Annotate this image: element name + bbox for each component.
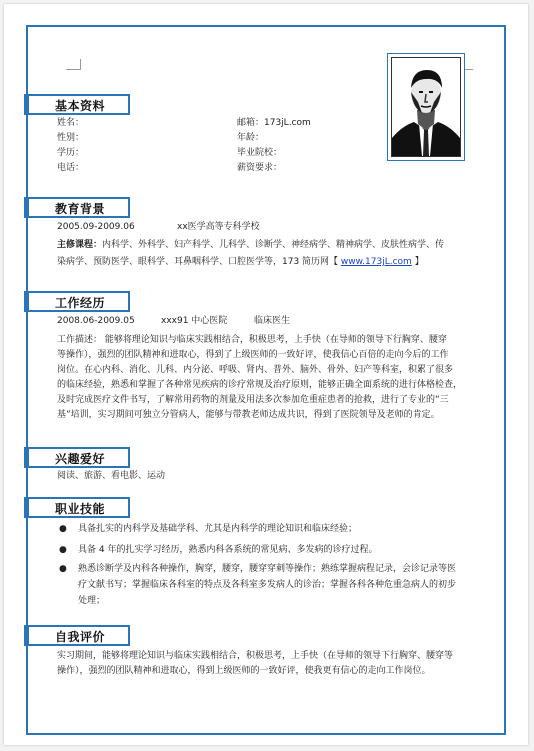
resume-page bbox=[4, 4, 528, 745]
section-title-skills: 职业技能 bbox=[55, 502, 106, 516]
section-title-work: 工作经历 bbox=[55, 296, 106, 310]
section-title-hobby: 兴趣爱好 bbox=[55, 452, 106, 466]
bracket-close: 】 bbox=[414, 257, 424, 267]
portrait-icon bbox=[392, 58, 460, 156]
edu-courses-line2 bbox=[57, 256, 424, 269]
gender-field: 性别： bbox=[57, 133, 85, 143]
section-title-basic: 基本资料 bbox=[55, 99, 106, 113]
work-desc-line: 等操作），强烈的团队精神和进取心，得到了上级医师的一致好评，使我信心百倍的走向今后的工作 bbox=[57, 350, 449, 360]
hobby-text: 阅读、旅游、看电影、运动 bbox=[57, 471, 166, 481]
portrait-photo[interactable] bbox=[387, 53, 465, 161]
salary-field: 薪资要求： bbox=[237, 163, 283, 173]
skill-item-3-line2: 疗文献书写；掌握临床各科室的特点及各科室多发病人的诊治；掌握各科各种危重急病人的初步 bbox=[78, 580, 457, 590]
school-field: 毕业院校： bbox=[237, 148, 283, 158]
phone-field: 电话： bbox=[57, 163, 85, 173]
work-position: 临床医生 bbox=[254, 316, 291, 326]
bullet-icon: ● bbox=[59, 545, 67, 555]
edu-period: 2005.09-2009.06 bbox=[57, 222, 135, 232]
edu-school: xx医学高等专科学校 bbox=[177, 222, 260, 232]
skill-item-3-line1: 熟悉诊断学及内科各种操作，胸穿，腰穿，腰穿穿刺等操作；熟练掌握病程记录，会诊记录等医 bbox=[78, 564, 457, 574]
edu-courses-line1 bbox=[57, 239, 444, 252]
work-desc-line: 工作描述： 能够将理论知识与临床实践相结合，积极思考，上手快（在导师的领导下行胸穿、腰穿 bbox=[57, 335, 447, 345]
bullet-icon: ● bbox=[59, 564, 67, 574]
work-desc-line: 的临床经验，熟悉和掌握了各种常见疾病的诊疗常规及治疗原则，能够正确全面系统的进行体格检查， bbox=[57, 380, 463, 390]
portrait-image bbox=[391, 57, 461, 157]
work-desc-line: 基”培训，实习期间可独立分管病人，能够与带教老师达成共识，得到了医院领导及老师的肯定。 bbox=[57, 410, 440, 420]
skill-item-3-line3: 处理； bbox=[78, 596, 106, 606]
bullet-icon: ● bbox=[59, 524, 67, 534]
skill-item-1: 具备扎实的内科学及基础学科、尤其是内科学的理论知识和临床经验； bbox=[78, 524, 358, 534]
work-period: 2008.06-2009.05 bbox=[57, 316, 135, 326]
work-desc-line: 岗位。在心内科、消化、儿科、内分泌、呼吸、肾内、普外、脑外、骨外、妇产等科室，积累了很多 bbox=[57, 365, 454, 375]
email-field: 邮箱：173jL.com bbox=[237, 118, 311, 128]
age-field: 年龄： bbox=[237, 133, 265, 143]
section-title-self: 自我评价 bbox=[55, 630, 106, 644]
margin-mark-left bbox=[66, 59, 81, 70]
site-link[interactable]: www.173jL.com bbox=[340, 257, 412, 267]
skill-item-2: 具备 4 年的扎实学习经历，熟悉内科各系统的常见病、多发病的诊疗过程。 bbox=[78, 545, 378, 555]
courses-text-2: 染病学、预防医学、眼科学、耳鼻咽科学、口腔医学等，173 简历网【 bbox=[57, 257, 339, 267]
work-desc-line: 及时完成医疗文件书写，了解常用药物的剂量及用法多次参加危重症患者的抢救，进行了专业的“三 bbox=[57, 395, 449, 405]
courses-label: 主修课程： bbox=[57, 240, 103, 250]
self-eval-line1: 实习期间，能够将理论知识与临床实践相结合，积极思考，上手快（在导师的领导下行胸穿、腰穿等 bbox=[57, 651, 454, 661]
self-eval-line2: 操作），强烈的团队精神和进取心，得到上级医师的一致好评，使我更有信心的走向工作岗位。 bbox=[57, 666, 431, 676]
courses-text: 内科学、外科学、妇产科学、儿科学、诊断学、神经病学、精神病学、皮肤性病学、传 bbox=[102, 240, 445, 250]
education-field: 学历： bbox=[57, 148, 85, 158]
name-field: 姓名： bbox=[57, 118, 85, 128]
work-company: xxx91 中心医院 bbox=[161, 316, 228, 326]
work-desc-label: 工作描述： bbox=[57, 335, 103, 345]
section-title-education: 教育背景 bbox=[55, 202, 106, 216]
